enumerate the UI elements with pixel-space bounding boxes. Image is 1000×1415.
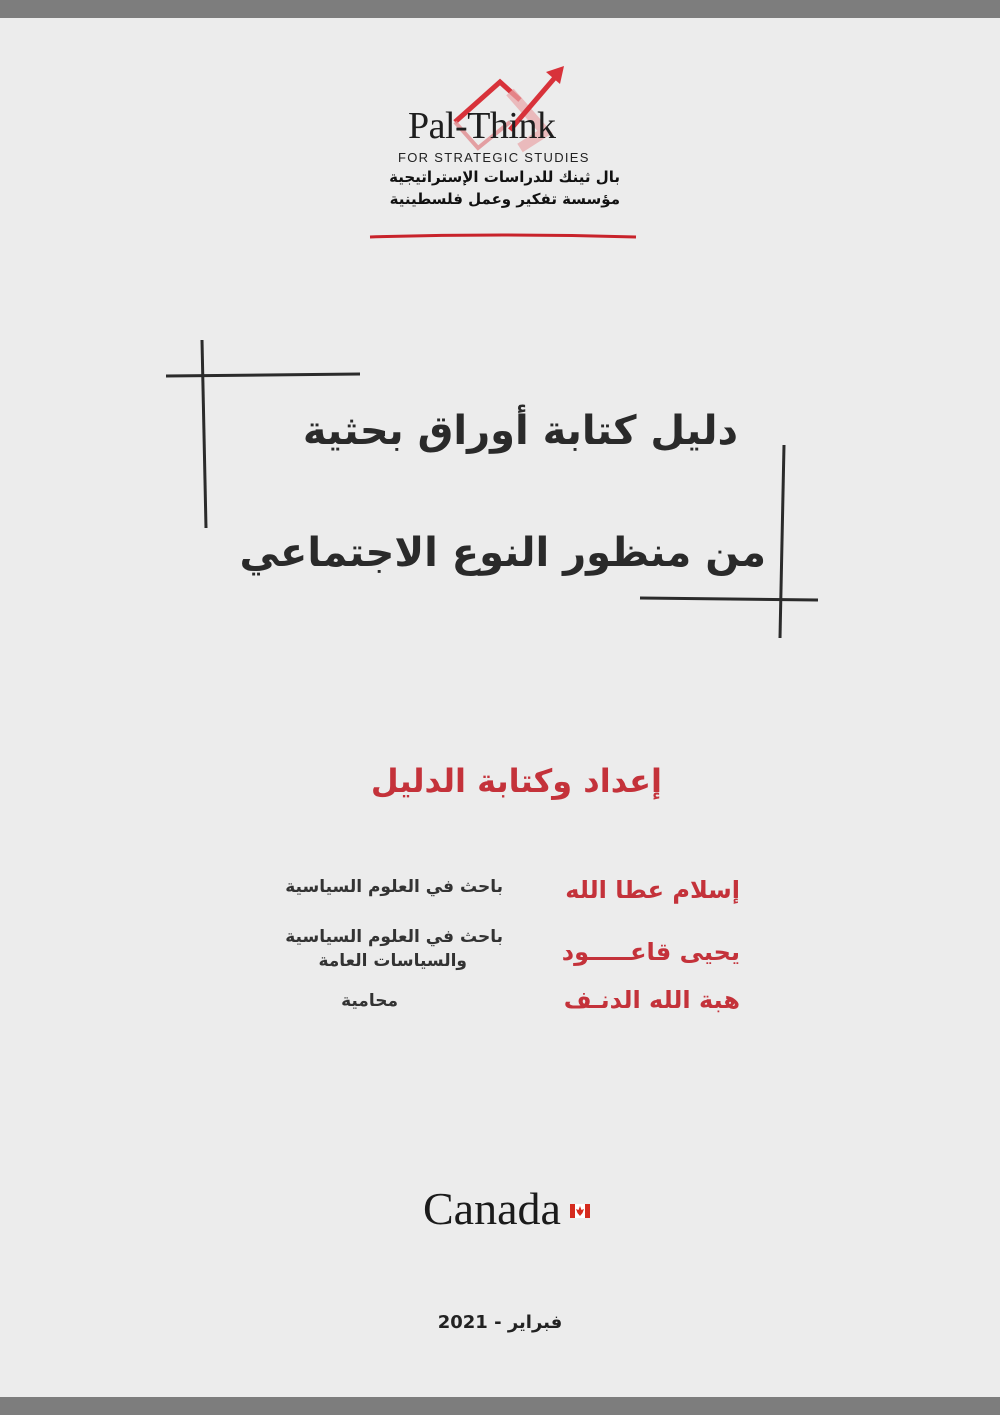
logo-tagline-ar: مؤسسة تفكير وعمل فلسطينية <box>389 190 620 208</box>
canada-flag-icon <box>570 1204 590 1218</box>
author-role-3: محامية <box>341 991 398 1011</box>
title-line-1: دليل كتابة أوراق بحثية <box>302 408 738 454</box>
author-role-2-line1: باحث في العلوم السياسية <box>285 927 503 947</box>
author-role-2-line2: والسياسات العامة <box>318 951 467 971</box>
logo-underline-stroke <box>368 232 638 242</box>
top-band <box>0 0 1000 18</box>
title-frame-strokes <box>160 330 830 650</box>
title-line-2: من منظور النوع الاجتماعي <box>239 530 766 576</box>
logo-subtitle-en: FOR STRATEGIC STUDIES <box>398 150 590 165</box>
pal-think-logo <box>360 60 650 250</box>
author-name-1: إسلام عطا الله <box>565 876 740 904</box>
logo-name-ar: بال ثينك للدراسات الإستراتيجية <box>389 168 620 186</box>
bottom-band <box>0 1397 1000 1415</box>
logo-name-en: Pal-Think <box>408 105 556 147</box>
author-role-1: باحث في العلوم السياسية <box>285 877 503 897</box>
canada-wordmark: Canada <box>423 1183 561 1234</box>
publication-date: فبراير - 2021 <box>437 1312 563 1333</box>
authors-heading: إعداد وكتابة الدليل <box>370 762 662 800</box>
author-name-3: هبة الله الدنـف <box>563 986 740 1014</box>
author-name-2: يحيى قاعـــــود <box>561 938 740 966</box>
